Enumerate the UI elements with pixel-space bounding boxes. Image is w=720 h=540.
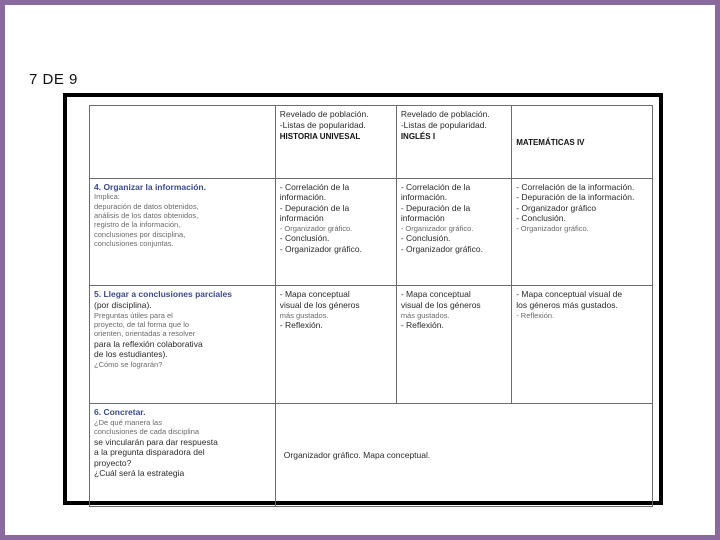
column-heading-matematicas: MATEMÁTICAS IV bbox=[516, 137, 585, 147]
cell-historia bbox=[275, 286, 396, 404]
cell-line: registro de la información, bbox=[94, 220, 181, 230]
cell-line: - Mapa conceptual bbox=[279, 289, 350, 300]
cell-line: a la pregunta disparadora del bbox=[94, 447, 205, 458]
cell-line: - Depuración de la información bbox=[400, 202, 471, 224]
cell-historia bbox=[275, 178, 396, 286]
step-title: 4. Organizar la información. bbox=[94, 181, 206, 192]
cell-line: más gustados. bbox=[279, 310, 329, 320]
cell-line: más gustados. bbox=[400, 310, 450, 320]
cell-line: - Organizador gráfico bbox=[516, 202, 597, 213]
header-cell-historia bbox=[275, 106, 396, 179]
cell-line: -Listas de popularidad. bbox=[400, 119, 487, 130]
step-cell bbox=[90, 286, 276, 404]
cell-line: orienten, orientadas a resolver bbox=[94, 329, 196, 339]
cell-line: (por disciplina). bbox=[94, 299, 152, 310]
cell-matematicas bbox=[512, 286, 653, 404]
cell-line: -Listas de popularidad. bbox=[279, 119, 366, 130]
cell-line: - Conclusión. bbox=[400, 233, 451, 244]
cell-line: - Organizador gráfico. bbox=[400, 244, 484, 255]
cell-line: conclusiones conjuntas. bbox=[94, 239, 174, 249]
column-heading-ingles: INGLÉS I bbox=[400, 132, 436, 142]
cell-line: para la reflexión colaborativa bbox=[94, 338, 203, 349]
cell-line: proyecto? bbox=[94, 457, 132, 468]
column-heading-historia: HISTORIA UNIVESAL bbox=[279, 132, 361, 142]
step-cell bbox=[90, 404, 276, 507]
cell-line: - Mapa conceptual bbox=[400, 289, 471, 300]
page-label: 7 DE 9 bbox=[29, 71, 78, 88]
table-row bbox=[90, 178, 653, 286]
cell-line: - Correlación de la información. bbox=[516, 181, 635, 192]
cell-matematicas bbox=[512, 178, 653, 286]
table-row bbox=[90, 286, 653, 404]
cell-line: visual de los géneros bbox=[400, 299, 481, 310]
planning-table bbox=[89, 105, 653, 507]
cell-line: - Organizador gráfico. bbox=[516, 224, 589, 234]
cell-line: - Depuración de la información. bbox=[516, 192, 635, 203]
merged-cell-text: Organizador gráfico. Mapa conceptual. bbox=[283, 449, 431, 460]
merged-cell bbox=[275, 404, 652, 507]
cell-line: - Organizador gráfico. bbox=[279, 224, 353, 234]
cell-line: - Depuración de la información bbox=[279, 202, 350, 224]
cell-line: - Reflexión. bbox=[516, 310, 555, 320]
cell-line: ¿Cuál será la estrategia bbox=[94, 468, 185, 479]
cell-line: los géneros más gustados. bbox=[516, 299, 618, 310]
table-header-row bbox=[90, 106, 653, 179]
document-image bbox=[63, 93, 663, 505]
cell-line: de los estudiantes). bbox=[94, 349, 168, 360]
cell-line: - Correlación de la información. bbox=[279, 181, 350, 203]
cell-line: - Organizador gráfico. bbox=[279, 244, 362, 255]
cell-line: se vincularán para dar respuesta bbox=[94, 436, 218, 447]
header-cell-ingles bbox=[396, 106, 511, 179]
step-title: 6. Concretar. bbox=[94, 407, 146, 418]
cell-line: Implica: bbox=[94, 192, 120, 202]
cell-line: - Mapa conceptual visual de bbox=[516, 289, 623, 300]
step-title: 5. Llegar a conclusiones parciales bbox=[94, 289, 232, 300]
cell-line: Preguntas útiles para el bbox=[94, 310, 173, 320]
cell-ingles bbox=[396, 286, 511, 404]
cell-line: - Correlación de la información. bbox=[400, 181, 471, 203]
cell-line: visual de los géneros bbox=[279, 299, 360, 310]
cell-line: - Reflexión. bbox=[279, 319, 323, 330]
cell-line: ¿Cómo se lograrán? bbox=[94, 359, 163, 369]
cell-line: - Organizador gráfico. bbox=[400, 224, 474, 234]
cell-line: Revelado de población. bbox=[279, 109, 369, 119]
cell-line: conclusiones por disciplina, bbox=[94, 229, 186, 239]
cell-line: conclusiones de cada disciplina bbox=[94, 427, 200, 437]
cell-line: análisis de los datos obtenidos, bbox=[94, 210, 199, 220]
slide bbox=[5, 5, 715, 535]
cell-ingles bbox=[396, 178, 511, 286]
step-cell bbox=[90, 178, 276, 286]
cell-line: - Conclusión. bbox=[279, 233, 330, 244]
cell-line: proyecto, de tal forma que lo bbox=[94, 319, 190, 329]
table-row bbox=[90, 404, 653, 507]
cell-line: - Reflexión. bbox=[400, 319, 444, 330]
header-cell-empty bbox=[90, 106, 276, 179]
header-cell-matematicas bbox=[512, 106, 653, 179]
cell-line: ¿De qué manera las bbox=[94, 417, 162, 427]
cell-line: depuración de datos obtenidos, bbox=[94, 201, 199, 211]
cell-line: Revelado de población. bbox=[400, 109, 490, 119]
cell-line: - Conclusión. bbox=[516, 213, 566, 224]
